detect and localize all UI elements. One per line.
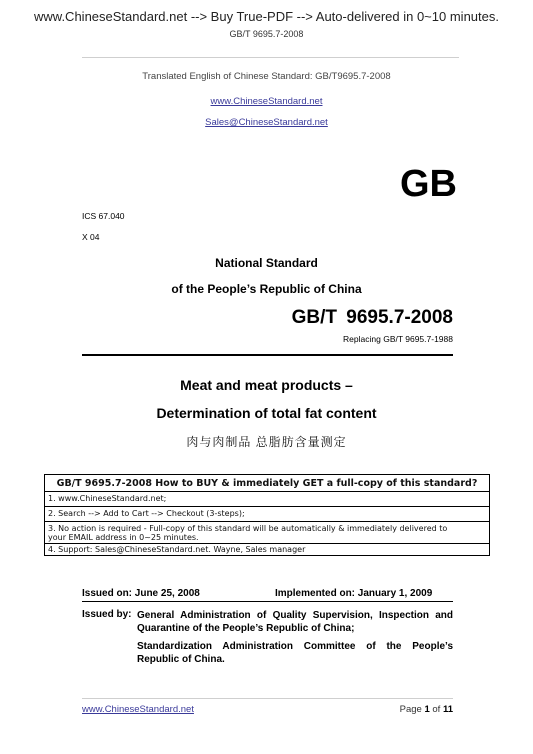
buy-box-heading: GB/T 9695.7-2008 How to BUY & immediately GET a full-copy of this standard?: [56, 478, 478, 489]
buy-step-2: 2. Search --> Add to Cart --> Checkout (3-steps);: [48, 509, 245, 518]
footer-divider: [82, 698, 453, 699]
classification-code: X 04: [82, 232, 100, 242]
buy-box-divider: [45, 543, 489, 544]
page-indicator: [360, 704, 453, 715]
buy-step-4[interactable]: 4. Support: Sales@ChineseStandard.net. Wayne, Sales manager: [48, 545, 306, 554]
page-mid: of: [429, 704, 443, 715]
buy-step-3-continued: your EMAIL address in 0~25 minutes.: [48, 533, 199, 542]
ics-code: ICS 67.040: [82, 211, 125, 221]
website-link-wrapper: [0, 91, 533, 109]
replacing-note: Replacing GB/T 9695.7-1988: [343, 334, 453, 344]
email-link[interactable]: Sales@ChineseStandard.net: [205, 117, 328, 128]
header-divider: [82, 57, 459, 58]
footer-website-link[interactable]: www.ChineseStandard.net: [82, 704, 194, 715]
issuer-1-line-1: General Administration of Quality Supervision, Inspection and: [137, 610, 453, 621]
country-heading: of the People’s Republic of China: [171, 282, 362, 296]
buy-box-divider: [45, 521, 489, 522]
national-standard-heading: National Standard: [215, 256, 318, 270]
document-title-chinese: 肉与肉制品 总脂肪含量测定: [186, 435, 347, 449]
buy-box-divider: [45, 491, 489, 492]
page-prefix: Page: [399, 704, 425, 715]
buy-instructions-box: [44, 474, 490, 556]
issuer-2-line-2: Republic of China.: [137, 654, 225, 665]
buy-box-divider: [45, 506, 489, 507]
standard-number: GB/T 9695.7-2008: [291, 307, 453, 328]
issuer-2-line-1: Standardization Administration Committee of the People’s: [137, 641, 453, 652]
buy-step-3: 3. No action is required - Full-copy of this standard will be automatically & immediately delivered to: [48, 524, 448, 533]
email-link-wrapper: [0, 112, 533, 130]
page-current: 1: [424, 704, 430, 715]
document-title-line2: Determination of total fat content: [156, 405, 377, 421]
issued-date: Issued on: June 25, 2008: [82, 588, 200, 599]
implemented-date: Implemented on: January 1, 2009: [275, 588, 433, 599]
gb-mark: GB: [400, 163, 457, 205]
issued-by-label: Issued by:: [82, 609, 132, 620]
translated-note: Translated English of Chinese Standard: GB/T9695.7-2008: [142, 71, 391, 82]
website-link[interactable]: www.ChineseStandard.net: [210, 96, 323, 107]
top-banner: www.ChineseStandard.net --> Buy True-PDF --> Auto-delivered in 0~10 minutes.: [34, 9, 499, 24]
dates-divider: [82, 601, 453, 602]
document-title-line1: Meat and meat products –: [180, 377, 353, 393]
page-total: 11: [442, 704, 453, 715]
title-divider: [82, 354, 453, 356]
issuer-1-line-2: Quarantine of the People’s Republic of China;: [137, 623, 355, 634]
banner-standard-number: GB/T 9695.7-2008: [229, 29, 304, 39]
buy-step-1[interactable]: 1. www.ChineseStandard.net;: [48, 494, 167, 503]
